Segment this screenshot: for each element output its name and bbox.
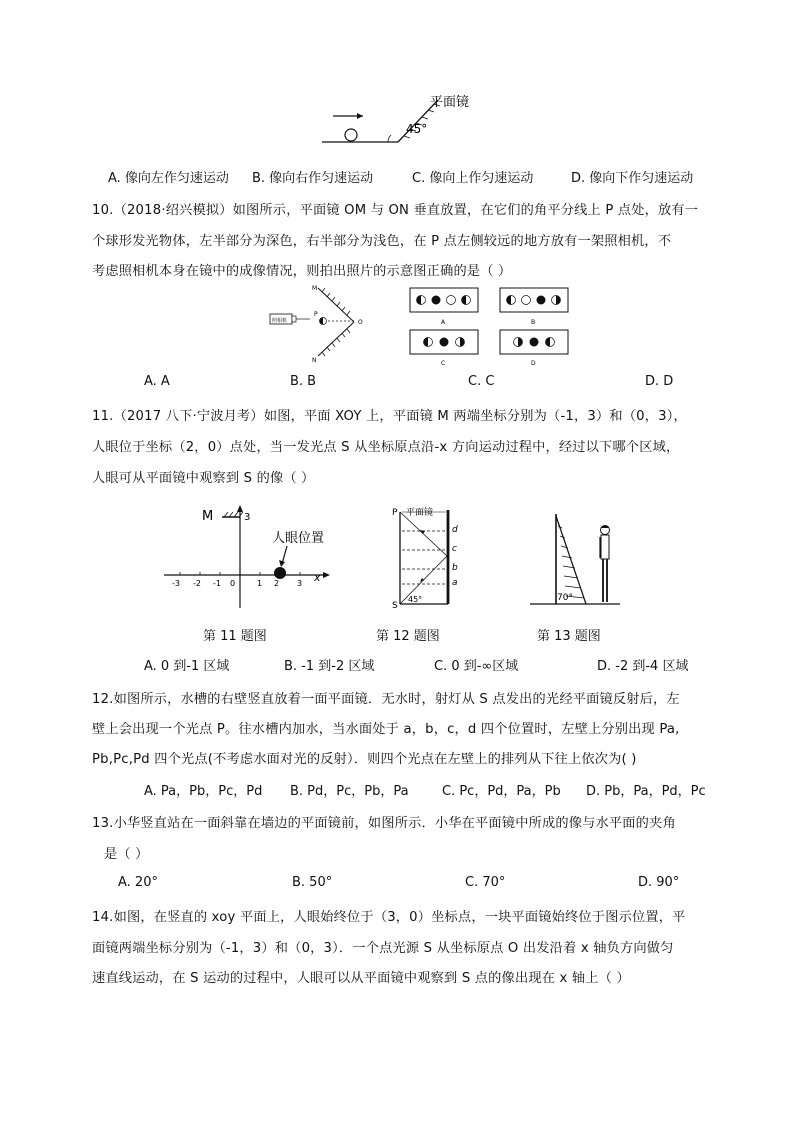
q12-option-a[interactable]: A. Pa，Pb，Pc，Pd (144, 784, 263, 799)
fig11-x-axis-label: x (314, 571, 321, 584)
fig12 (390, 504, 470, 610)
fig11-tick-neg3: -3 (172, 579, 180, 588)
q10-option-a[interactable]: A. A (144, 374, 170, 389)
q11-line-1: 11.（2017 八下·宁波月考）如图，平面 XOY 上，平面镜 M 两端坐标分别为（-1，3）和（0，3）， (92, 409, 687, 424)
q9-option-c[interactable]: C. 像向上作匀速运动 (412, 171, 534, 186)
q10-option-b[interactable]: B. B (290, 374, 317, 389)
ball-icon (345, 129, 357, 141)
q10-line-1: 10.（2018·绍兴模拟）如图所示，平面镜 OM 与 ON 垂直放置，在它们的角平分线上 P 点处，放有一 (92, 203, 699, 218)
q9-option-a[interactable]: A. 像向左作匀速运动 (108, 171, 229, 186)
q10-option-c[interactable]: C. C (468, 374, 495, 389)
q10-choice-box-c (410, 330, 478, 354)
q10-figure (268, 284, 588, 366)
fig12-level-d: d (452, 525, 458, 535)
leaning-mirror-diagram (524, 510, 624, 610)
q13-line-2: 是（ ） (104, 847, 149, 862)
q12-option-c[interactable]: C. Pc，Pd，Pa，Pb (442, 784, 561, 799)
q10-choice-box-b (500, 288, 568, 312)
q10-choice-box-a (410, 288, 478, 312)
q14-line-1: 14.如图，在竖直的 xoy 平面上，人眼始终位于（3，0）坐标点，一块平面镜始终位于图示位置，平 (92, 910, 686, 925)
q11-option-c[interactable]: C. 0 到-∞区域 (434, 659, 519, 674)
fig12-level-c: c (452, 544, 457, 554)
fig12-level-b: b (452, 563, 458, 573)
fig12-angle: 45° (408, 595, 423, 604)
fig13-angle: 70° (557, 593, 573, 603)
fig11-tick-neg1: -1 (213, 579, 221, 588)
q9-mirror-label: 平面镜 (430, 95, 470, 110)
q9-option-b[interactable]: B. 像向右作匀速运动 (252, 171, 374, 186)
q10-label-o: O (358, 319, 363, 326)
fig11-caption: 第 11 题图 (203, 629, 267, 644)
q10-box-label-a: A (441, 319, 446, 326)
q11-line-3: 人眼可从平面镜中观察到 S 的像（ ） (92, 471, 315, 486)
q11-option-b[interactable]: B. -1 到-2 区域 (284, 659, 375, 674)
fig12-label-s: S (392, 601, 398, 610)
fig12-level-a: a (452, 578, 458, 588)
fig11-tick-2: 2 (274, 579, 280, 588)
q10-option-d[interactable]: D. D (645, 374, 674, 389)
q12-line-1: 12.如图所示，水槽的右壁竖直放着一面平面镜．无水时，射灯从 S 点发出的光经平面镜反射后，左 (92, 692, 680, 707)
q9-figure (318, 86, 488, 150)
coordinate-diagram (160, 500, 340, 610)
q9-option-d[interactable]: D. 像向下作匀速运动 (571, 171, 694, 186)
inclined-mirror-diagram (318, 86, 488, 150)
fig13-caption: 第 13 题图 (537, 629, 601, 644)
q12-line-3: Pb,Pc,Pd 四个光点(不考虑水面对光的反射）．则四个光点在左壁上的排列从下往上依次为( ) (92, 752, 637, 767)
q13-option-b[interactable]: B. 50° (292, 875, 333, 890)
q12-option-b[interactable]: B. Pd，Pc，Pb，Pa (290, 784, 409, 799)
fig11-y3: 3 (244, 512, 251, 523)
q14-line-3: 速直线运动，在 S 运动的过程中，人眼可以从平面镜中观察到 S 点的像出现在 x 轴上（ ） (92, 971, 630, 986)
q10-line-2: 个球形发光物体，左半部分为深色，右半部分为浅色，在 P 点左侧较远的地方放有一架照相机，不 (92, 234, 672, 249)
fig12-mirror-label: 平面镜 (406, 508, 434, 518)
q10-label-m: M (312, 285, 318, 292)
fig11-mirror-m: M (202, 509, 214, 524)
q11-option-a[interactable]: A. 0 到-1 区域 (144, 659, 230, 674)
q12-line-2: 壁上会出现一个光点 P。往水槽内加水，当水面处于 a，b，c，d 四个位置时，左壁上分别出现 Pa, (92, 722, 680, 737)
q10-camera-label: 照相机 (272, 318, 288, 324)
eye-position-dot (274, 567, 286, 579)
q10-line-3: 考虑照相机本身在镜中的成像情况，则拍出照片的示意图正确的是（ ） (92, 264, 512, 279)
q13-option-d[interactable]: D. 90° (638, 875, 680, 890)
q10-box-label-b: B (531, 319, 536, 326)
fig12-caption: 第 12 题图 (376, 629, 440, 644)
fig11 (160, 500, 340, 610)
q10-label-p: P (314, 311, 318, 318)
q13-line-1: 13.小华竖直站在一面斜靠在墙边的平面镜前，如图所示．小华在平面镜中所成的像与水平面的夹角 (92, 816, 676, 831)
person-figure-icon (600, 526, 610, 603)
fig12-label-p: P (392, 508, 398, 518)
q11-option-d[interactable]: D. -2 到-4 区域 (597, 659, 689, 674)
q10-label-n: N (312, 357, 317, 364)
q13-option-a[interactable]: A. 20° (118, 875, 158, 890)
q13-option-c[interactable]: C. 70° (465, 875, 506, 890)
fig11-tick-0: 0 (230, 579, 236, 588)
q11-line-2: 人眼位于坐标（2，0）点处，当一发光点 S 从坐标原点沿-x 方向运动过程中，经过以下哪个区域， (92, 440, 680, 455)
q12-option-d[interactable]: D. Pb，Pa，Pd，Pc (586, 784, 706, 799)
q14-line-2: 面镜两端坐标分别为（-1，3）和（0，3）．一个点光源 S 从坐标原点 O 出发沿着 x 轴负方向做匀 (92, 941, 674, 956)
water-tank-diagram (390, 504, 470, 610)
q10-choice-box-d (500, 330, 568, 354)
fig11-tick-neg2: -2 (193, 579, 201, 588)
fig13 (524, 510, 624, 610)
fig11-tick-1: 1 (257, 579, 263, 588)
corner-mirror-diagram (268, 284, 588, 366)
fig11-eye-label: 人眼位置 (272, 531, 325, 546)
q9-angle-label: 45° (406, 122, 428, 136)
fig11-tick-3: 3 (297, 579, 303, 588)
q10-box-label-d: D (531, 360, 536, 366)
q10-box-label-c: C (441, 360, 446, 366)
